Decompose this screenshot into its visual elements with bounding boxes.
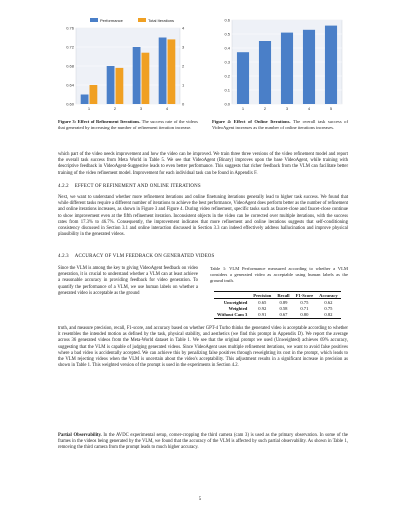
table-row-label: Without Cam 3 (217, 312, 248, 318)
performance-bar (81, 95, 89, 105)
y2-tick-label: 0 (182, 101, 185, 107)
x-tick-label: 1 (87, 106, 91, 111)
table-header-cell: Recall (277, 292, 290, 298)
iterations-bar (90, 85, 98, 104)
y-tick-label: 0.3 (224, 59, 230, 65)
partial-observability-paragraph (58, 433, 348, 452)
y-tick-label: 0.4 (224, 45, 230, 51)
table-cell: 0.89 (279, 299, 288, 305)
iterations-bar (116, 68, 124, 104)
table-cell: 0.71 (300, 305, 309, 311)
table-cell: 0.75 (300, 299, 309, 305)
figure-4-caption (212, 119, 348, 131)
table-1-caption-text: VLM Performance measured according to whether a VLM considers a generated video as acceptable using human labels as the ground truth. (210, 266, 348, 283)
figure-4-chart (212, 14, 348, 116)
x-tick-label: 5 (329, 106, 333, 111)
figure-3-caption-text: The success rate of the videos that generated by increasing the number of refinement iteration increase. (58, 119, 198, 130)
table-cell: 0.65 (258, 299, 267, 305)
y2-tick-label: 2 (182, 63, 185, 69)
figure-3-caption (58, 119, 198, 131)
table-row-label: Weighted (228, 305, 248, 311)
table-cell: 0.67 (279, 312, 288, 318)
y-tick-label: 0.68 (66, 63, 74, 69)
legend-label-iterations: Total Iterations (148, 17, 175, 23)
partial-observability-text: In the AVDC experimental setup, corner-cropping the third camera (cam 3) is used as the primary observation. In some of the frames in the videos being generated by the VLM, we found that the accuracy of the VLM is affected by such partial observability. As shown in Table 1, removing the third camera from the prompt leads to much higher accuracy. (58, 433, 348, 451)
section-4-2-3-paragraph: Since the VLM is among the key to giving VideoAgent feedback on video generation, it is crucial to understand whether a VLM can at least achieve a reasonable accuracy in providing feedback for video generation. To quantify the performance of a VLM, we use human labels on whether a generated video is acceptable as the ground (58, 266, 198, 296)
figure-4 (212, 14, 348, 116)
legend-label-performance: Performance (100, 17, 123, 23)
y-tick-label: 0.2 (224, 73, 230, 79)
performance-bar (133, 47, 141, 104)
legend-swatch-iterations (138, 18, 146, 22)
y-tick-label: 0.0 (224, 101, 230, 107)
bar (281, 33, 293, 104)
section-number: 4.2.3 (58, 254, 69, 259)
iterations-bar (142, 53, 150, 104)
y-tick-label: 0.5 (224, 31, 230, 37)
x-tick-label: 3 (285, 106, 289, 111)
section-title: EFFECT OF REFINEMENT AND ONLINE ITERATIONS (74, 184, 201, 189)
table-header-cell: F1-Score (295, 292, 314, 298)
x-tick-label: 4 (307, 106, 311, 111)
bar (325, 26, 337, 104)
legend-swatch-performance (90, 18, 98, 22)
table-header-cell: Precision (253, 292, 272, 298)
figure-4-caption-text: The overall task success of VideoAgent increases as the number of online iterations increases. (212, 119, 348, 130)
y-tick-label: 0.76 (66, 25, 74, 31)
iterations-bar (168, 39, 176, 104)
table-cell: 0.58 (279, 305, 288, 311)
table-1-caption-label: Table 1: (210, 266, 227, 271)
page-number: 5 (198, 497, 202, 502)
bar (237, 52, 249, 104)
x-tick-label: 1 (241, 106, 245, 111)
performance-bar (107, 66, 115, 104)
figure-3 (58, 14, 198, 116)
y2-tick-label: 3 (182, 44, 185, 50)
section-4-2-2-paragraph: Next, we want to understand whether more refinement iterations and online finetuning iterations generally lead to higher task success. We found that while different tasks require a different number of iterations to achieve the best performance, VideoAgent does perform better as the number of refinement and online iterations increases, as shown in Figure 3 and Figure 4. During video refinement, specific tasks such as faucet-close and faucet-close continue to show improvement even at the fifth refinement iteration. Inconsistent objects in the video can be corrected over multiple iterations, with the success rates from 17.3% to 46.7%. Consequently, the improvement indicates that more refinement and online iterations suggests that self-conditioning consistency discussed in Section 3.1 and online interaction discussed in Section 3.3 can indeed effectively address hallucination and improve physical plausibility in the generated videos. (58, 195, 348, 238)
y-tick-label: 0.1 (224, 87, 230, 93)
table-header-cell: Accuracy (319, 292, 338, 298)
table-1-caption (210, 266, 348, 284)
x-tick-label: 2 (113, 106, 117, 111)
figure-3-chart (58, 14, 198, 116)
section-title: ACCURACY OF VLM FEEDBACK ON GENERATED VIDEOS (74, 254, 215, 259)
y-tick-label: 0.60 (66, 101, 74, 107)
table-cell: 0.91 (258, 312, 267, 318)
x-tick-label: 2 (263, 106, 267, 111)
table-header-row (214, 292, 341, 299)
x-tick-label: 3 (139, 106, 143, 111)
y-tick-label: 0.6 (224, 17, 230, 23)
table-cell: 0.82 (324, 312, 333, 318)
intro-paragraph: which part of the video needs improvement and how the video can be improved. We train three three versions of the video refinement model and report the overall task success from Meta World in Table 5. We see that VideoAgent (Binary) improves upon the base VideoAgent, while training with descriptive feedback in VideoAgent-Suggestive leads to even better performance. This suggests that richer feedback from the VLM can facilitate better training of the video refinement model. Improvement for each individual task can be found in Appendix F. (58, 152, 348, 176)
y2-tick-label: 4 (182, 25, 185, 31)
section-heading-4-2-2 (58, 184, 201, 190)
performance-bar (159, 38, 167, 105)
figure-4-caption-label: Figure 4: Effect of Online Iterations. (212, 119, 291, 124)
run-in-heading: Partial Observability. (58, 433, 102, 438)
table-row (214, 299, 341, 306)
table-cell: 0.92 (258, 305, 267, 311)
section-4-2-3-paragraph-continued: truth, and measure precision, recall, F1-score, and accuracy based on whether GPT-4 Turbo thinks the generated video is acceptable according to whether it resembles the intended motion as defined by the task, physical stability, and aesthetics (we find this prompt in Appendix D). We report the average across 36 generated videos from the Meta-World dataset in Table 1. We see that the original prompt we used (Unweighted) achieves 69% accuracy, suggesting that the VLM is capable of judging generated videos. Since VideoAgent uses multiple refinement iterations, we want to avoid false positives where a bad video is accidentally accepted. We can achieve this by penalizing false positives through reweighting its cost in the prompt, which leads to the VLM rejecting videos when the VLM is uncertain about the video's acceptability. This adjustment results in a significant increase in precision as shown in Table 1. This weighted version of the prompt is used in the experiments in Section 4.2. (58, 326, 348, 369)
x-tick-label: 4 (165, 106, 169, 111)
table-cell: 0.62 (324, 299, 333, 305)
table-header-cell (214, 292, 250, 299)
y-tick-label: 0.64 (66, 82, 74, 88)
bar (303, 30, 315, 104)
section-heading-4-2-3 (58, 254, 214, 260)
table-row-label: Unweighted (223, 299, 248, 305)
y-tick-label: 0.72 (66, 44, 74, 50)
table-cell: 0.75 (324, 305, 333, 311)
section-number: 4.2.2 (58, 184, 69, 189)
y2-tick-label: 1 (182, 82, 185, 88)
table-row (214, 312, 341, 319)
figure-3-caption-label: Figure 3: Effect of Refinement Iterations. (58, 119, 141, 124)
bar (259, 41, 271, 104)
table-cell: 0.80 (300, 312, 309, 318)
table-1 (214, 291, 341, 319)
